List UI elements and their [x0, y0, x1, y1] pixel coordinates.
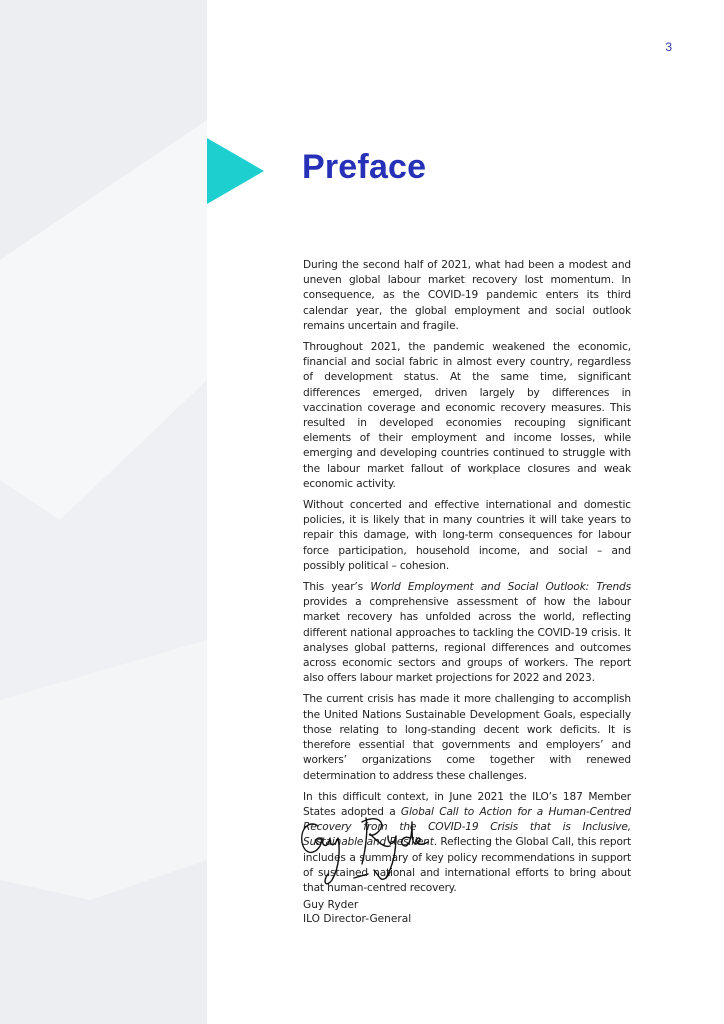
geometric-pattern	[0, 0, 207, 1024]
triangle-marker-icon	[207, 138, 264, 204]
handwritten-signature	[296, 808, 446, 894]
signer-name: Guy Ryder	[303, 899, 359, 911]
paragraph-rest: . Reflecting the Global Call, this report includes a summary of key policy recommendations in support of sustained national and international efforts to bring about that human-centred recovery.	[303, 836, 632, 894]
paragraph	[303, 580, 631, 686]
paragraph: During the second half of 2021, what had been a modest and uneven global labour market recovery lost momentum. In consequence, as the COVID-19 pandemic enters its third calendar year, the global employment and social outlook remains uncertain and fragile.	[303, 259, 631, 332]
signer-role: ILO Director-General	[303, 913, 412, 926]
paragraph: Throughout 2021, the pandemic weakened the economic, financial and social fabric in almost every country, regardless of development status. At the same time, significant differences emerged, driven largely by differences in vaccination coverage and economic recovery measures. This resulted in developed economies recouping significant elements of their employment and income losses, while emerging and developing countries continued to struggle with the labour market fallout of workplace closures and weak economic activity.	[303, 341, 631, 490]
page-number: 3	[665, 40, 672, 54]
paragraph: The current crisis has made it more challenging to accomplish the United Nations Sustainable Development Goals, especially those relating to long-standing decent work deficits. It is therefore essential that governments and employers’ and workers’ organizations come together with renewed determination to address these challenges.	[303, 693, 631, 782]
signer-block	[303, 898, 411, 927]
page-title: Preface	[302, 148, 427, 186]
decorative-side-panel	[0, 0, 207, 1024]
paragraph-rest: provides a comprehensive assessment of how the labour market recovery has unfolded across the world, reflecting different national approaches to tackling the COVID-19 crisis. It analyses global patterns, regional differences and outcomes across economic sectors and groups of workers. The report also offers labour market projections for 2022 and 2023.	[303, 596, 631, 685]
paragraph-intro: In this difficult context, in June 2021 the ILO’s 187 Member States adopted a	[303, 790, 631, 818]
report-title: World Employment and Social Outlook: Trends	[370, 581, 632, 594]
call-to-action-title: Global Call to Action for a Human-Centred Recovery from the COVID-19 Crisis that is Inclusive, Sustainable and Resilient	[303, 805, 631, 849]
paragraph-intro: This year’s	[303, 581, 371, 594]
preface-body	[303, 258, 631, 902]
paragraph: Without concerted and effective international and domestic policies, it is likely that in many countries it will take years to repair this damage, with long-term consequences for labour force participation, household income, and social – and possibly political – cohesion.	[303, 499, 631, 572]
